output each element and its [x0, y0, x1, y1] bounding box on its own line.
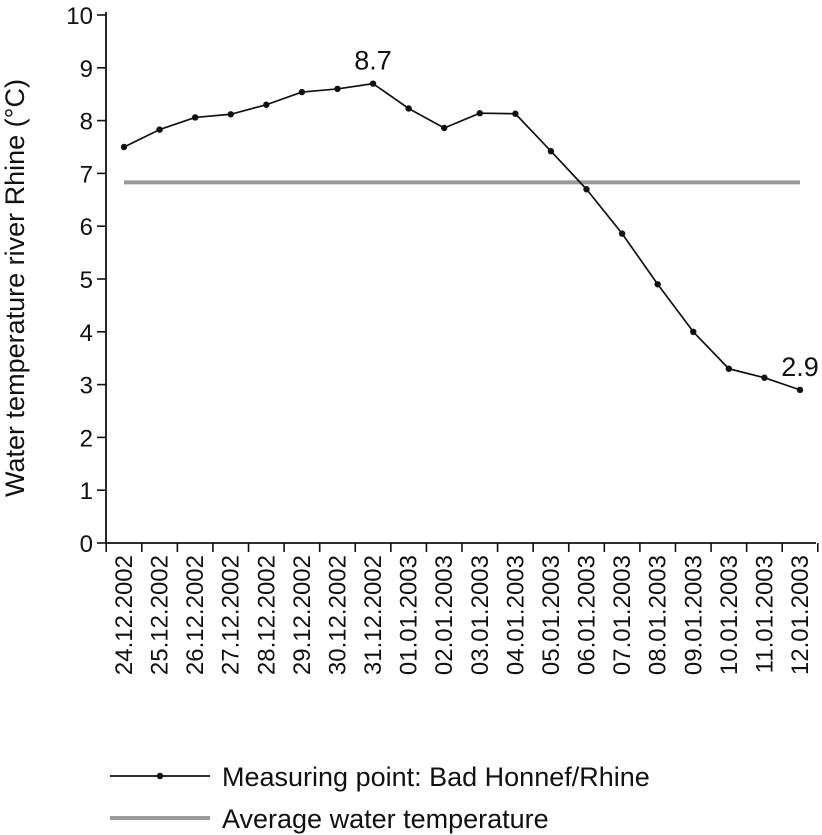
data-point: [299, 89, 305, 95]
x-tick-label: 05.01.2003: [537, 555, 565, 676]
x-tick-label: 25.12.2002: [146, 555, 174, 676]
series-0: [121, 80, 803, 393]
legend-entry: [110, 804, 549, 834]
x-tick-label: 08.01.2003: [644, 555, 672, 676]
data-point: [477, 110, 483, 116]
y-tick-label: 9: [79, 55, 93, 83]
x-tick-label: 01.01.2003: [395, 555, 423, 676]
y-tick-label: 2: [79, 425, 93, 453]
x-tick-label: 09.01.2003: [680, 555, 708, 676]
data-point: [263, 102, 269, 108]
x-tick-label: 12.01.2003: [787, 555, 814, 676]
data-point: [726, 366, 732, 372]
x-tick-label: 31.12.2002: [360, 555, 388, 676]
y-axis-label: Water temperature river Rhine (°C): [0, 79, 30, 497]
data-point: [583, 186, 589, 192]
legend-marker: [157, 773, 163, 779]
data-point: [512, 111, 518, 117]
data-point: [156, 126, 162, 132]
x-axis: [106, 543, 818, 675]
data-point: [619, 230, 625, 236]
series-layer: [121, 80, 803, 393]
data-point: [192, 114, 198, 120]
y-tick-label: 4: [79, 319, 93, 347]
x-tick-label: 10.01.2003: [715, 555, 743, 676]
y-tick-label: 8: [79, 108, 93, 136]
x-tick-label: 03.01.2003: [466, 555, 494, 676]
data-point: [548, 148, 554, 154]
annotation-layer: [354, 46, 818, 382]
data-point: [654, 281, 660, 287]
data-point: [405, 105, 411, 111]
x-tick-label: 26.12.2002: [182, 555, 210, 676]
x-tick-label: 30.12.2002: [324, 555, 352, 676]
x-tick-label: 04.01.2003: [502, 555, 530, 676]
y-tick-label: 7: [79, 161, 93, 189]
x-tick-label: 11.01.2003: [751, 555, 779, 674]
y-tick-label: 3: [79, 372, 93, 400]
x-tick-label: 29.12.2002: [288, 555, 316, 676]
data-point: [761, 375, 767, 381]
x-tick-label: 07.01.2003: [609, 555, 637, 676]
data-label: 8.7: [354, 45, 392, 76]
x-tick-label: 02.01.2003: [431, 555, 459, 676]
x-tick-label: 28.12.2002: [253, 555, 281, 676]
y-axis: [66, 3, 106, 558]
legend-entry: [110, 762, 650, 792]
data-point: [121, 144, 127, 150]
x-tick-label: 24.12.2002: [111, 555, 138, 676]
data-point: [441, 125, 447, 131]
data-point: [797, 387, 803, 393]
y-tick-label: 5: [79, 267, 93, 294]
legend-label: Measuring point: Bad Honnef/Rhine: [222, 762, 650, 792]
data-point: [690, 329, 696, 335]
series-line: [124, 84, 800, 390]
data-point: [334, 86, 340, 92]
y-tick-label: 0: [79, 531, 93, 558]
legend: [110, 762, 650, 834]
data-label: 2.9: [781, 351, 819, 382]
y-tick-label: 1: [79, 478, 93, 506]
x-tick-label: 27.12.2002: [217, 555, 245, 676]
data-point: [228, 111, 234, 117]
y-tick-label: 6: [79, 214, 93, 242]
data-point: [370, 80, 376, 86]
legend-label: Average water temperature: [222, 804, 549, 834]
y-tick-label: 10: [66, 3, 93, 30]
x-tick-label: 06.01.2003: [573, 555, 601, 676]
